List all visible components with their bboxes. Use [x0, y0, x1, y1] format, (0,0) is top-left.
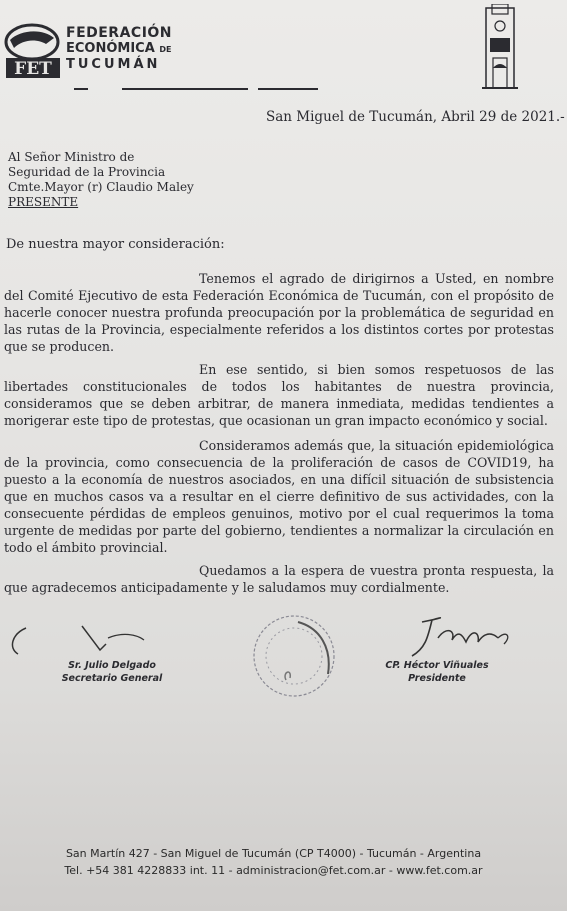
addressee-line: Al Señor Ministro de — [8, 150, 135, 164]
organization-name — [66, 26, 172, 72]
body-paragraph: Tenemos el agrado de dirigirnos a Usted, en nombre del Comité Ejecutivo de esta Federación Económica de Tucumán, con el propósito de hacerle conocer nuestra profunda preocupación por la problemática de seguridad en las rutas de la Provincia, especialmente referidos a los distintos cortes por protestas que se producen. — [4, 271, 554, 354]
signer-role: Secretario General — [61, 673, 163, 684]
org-line-2: ECONÓMICA DE — [66, 41, 172, 56]
header-rule — [258, 88, 318, 90]
header-rule — [74, 88, 88, 90]
addressee-line: Cmte.Mayor (r) Claudio Maley — [8, 180, 194, 194]
addressee-line: Seguridad de la Provincia — [8, 165, 166, 179]
footer-address: San Martín 427 - San Miguel de Tucumán (CP T4000) - Tucumán - Argentina — [65, 847, 482, 860]
signature-scribble-left — [4, 620, 154, 660]
signer-role: Presidente — [408, 673, 466, 684]
signature-block-secretary — [52, 659, 172, 685]
addressee-block — [8, 150, 194, 210]
clock-tower-icon — [478, 4, 522, 90]
body-paragraph: Consideramos además que, la situación epidemiológica de la provincia, como consecuencia de la proliferación de casos de COVID19, ha puesto a la economía de nuestros asociados, en una difícil situación de subsistencia que en muchos casos va a resultar en el cierre definitivo de sus actividades, con la consecuente pérdidas de empleos genuinos, motivo por el cual requerimos la toma urgente de medidas por parte del gobierno, tendientes a normalizar la circulación en todo el ámbito provincial. — [4, 438, 554, 555]
signature-block-president — [382, 659, 492, 685]
footer-contact: Tel. +54 381 4228833 int. 11 - administracion@fet.com.ar - www.fet.com.ar — [64, 864, 483, 877]
fet-logo — [2, 20, 64, 82]
addressee-line: PRESENTE — [8, 195, 79, 209]
signer-name: CP. Héctor Viñuales — [385, 660, 489, 671]
signer-name: Sr. Julio Delgado — [68, 660, 156, 671]
body-paragraph: Quedamos a la espera de vuestra pronta respuesta, la que agradecemos anticipadamente y le saludamos muy cordialmente. — [4, 563, 554, 595]
header-rule — [122, 88, 248, 90]
official-seal-stamp — [236, 608, 346, 704]
org-line-3: TUCUMÁN — [66, 57, 161, 72]
letter-date: San Miguel de Tucumán, Abril 29 de 2021.- — [266, 109, 565, 125]
org-line-1: FEDERACIÓN — [66, 25, 173, 41]
logo-letters: FET — [14, 59, 52, 79]
greeting: De nuestra mayor consideración: — [6, 237, 225, 252]
body-paragraph: En ese sentido, si bien somos respetuosos de las libertades constitucionales de todos los habitantes de nuestra provincia, consideramos que se deben arbitrar, de manera inmediata, medidas tendientes a morigerar este tipo de protestas, que ocasionan un gran impacto económico y social. — [4, 362, 554, 428]
signature-scribble-right — [402, 612, 522, 662]
